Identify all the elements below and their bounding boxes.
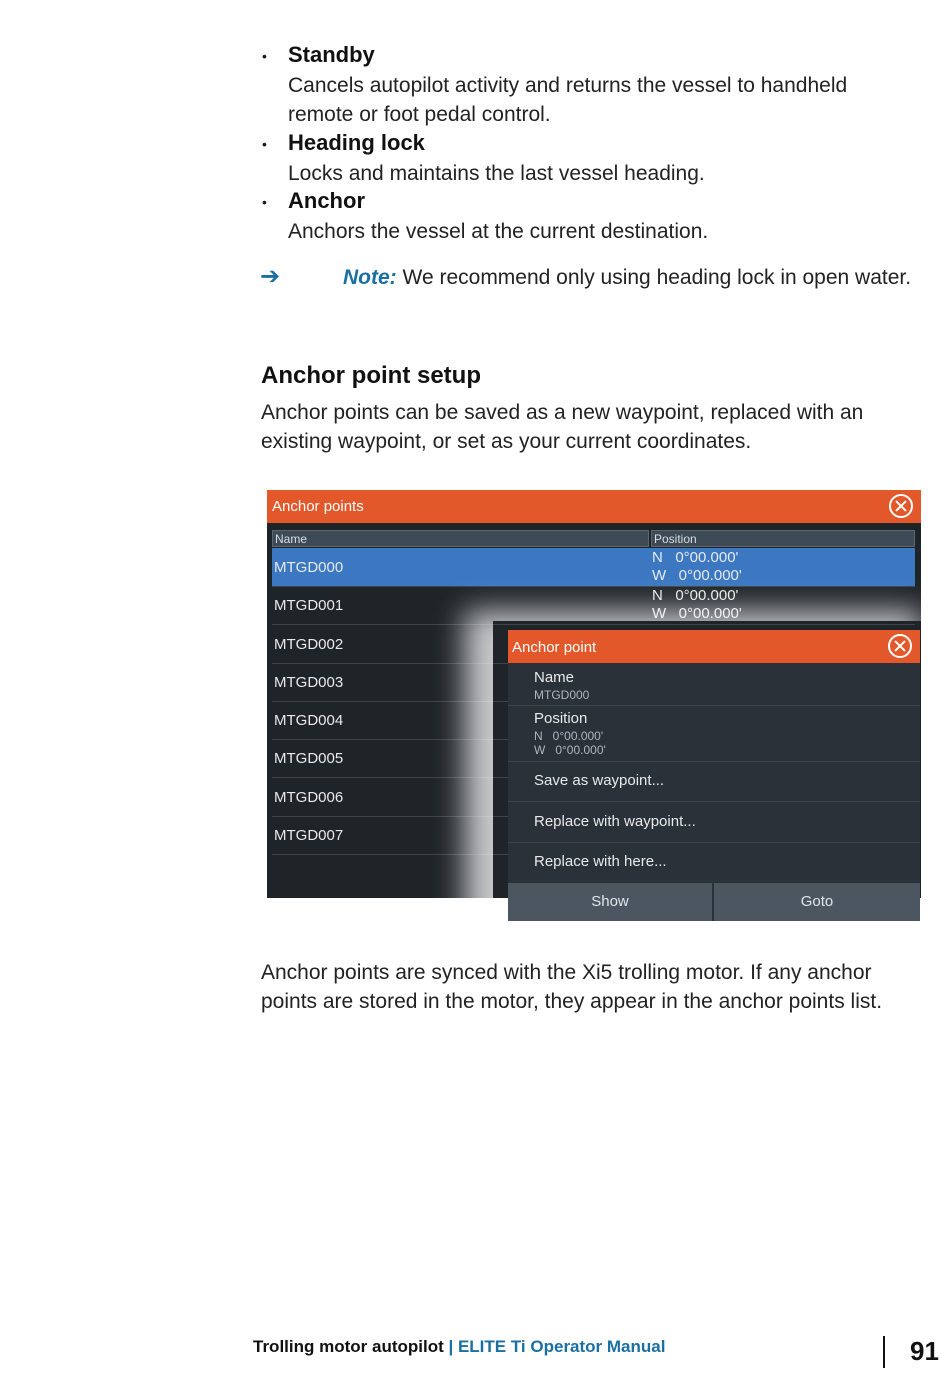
bullet-dot: • <box>262 48 267 64</box>
arrow-right-icon: ➔ <box>260 263 281 290</box>
close-icon[interactable] <box>889 494 913 518</box>
list-item-name: MTGD006 <box>274 789 344 806</box>
section-heading: Anchor point setup <box>261 362 481 389</box>
list-item-name: MTGD001 <box>274 597 344 614</box>
bullet-desc-standby: Cancels autopilot activity and returns the vessel to handheld remote or foot pedal control. <box>288 74 848 126</box>
bullet-desc-anchor: Anchors the vessel at the current destination. <box>288 220 709 243</box>
position-lon: W 0°00.000' <box>652 605 742 622</box>
close-icon[interactable] <box>888 634 912 658</box>
position-lon: W 0°00.000' <box>534 743 606 757</box>
note <box>343 263 923 292</box>
goto-button[interactable]: Goto <box>714 883 920 921</box>
footer-text <box>253 1337 665 1357</box>
anchor-points-titlebar <box>267 490 921 523</box>
list-item-name: MTGD005 <box>274 750 344 767</box>
bullet-dot: • <box>262 136 267 152</box>
show-button[interactable]: Show <box>508 883 712 921</box>
anchor-point-title: Anchor point <box>512 639 597 656</box>
position-lon: W 0°00.000' <box>652 567 742 584</box>
column-header-name[interactable]: Name <box>272 530 649 547</box>
list-item-name: MTGD007 <box>274 827 344 844</box>
note-text: We recommend only using heading lock in open water. <box>396 266 912 289</box>
list-item[interactable] <box>272 548 915 587</box>
bullet-desc-heading-lock: Locks and maintains the last vessel heading. <box>288 162 705 185</box>
name-field[interactable] <box>508 663 920 706</box>
list-item-position <box>652 587 742 623</box>
save-as-waypoint-button[interactable] <box>508 761 920 802</box>
anchor-point-titlebar <box>508 630 920 663</box>
list-item-position <box>652 549 742 585</box>
replace-with-here-button[interactable] <box>508 843 920 883</box>
anchor-points-title: Anchor points <box>272 498 364 515</box>
list-item-name: MTGD004 <box>274 712 344 729</box>
replace-with-here-label: Replace with here... <box>534 853 667 870</box>
anchor-point-dialog <box>508 630 920 921</box>
section-intro: Anchor points can be saved as a new waypoint, replaced with an existing waypoint, or set as your current coordinates. <box>261 401 864 453</box>
section-outro: Anchor points are synced with the Xi5 trolling motor. If any anchor points are stored in the motor, they appear in the anchor points list. <box>261 961 883 1013</box>
bullet-title-anchor: Anchor <box>288 188 365 213</box>
position-lat: N 0°00.000' <box>652 587 739 604</box>
list-item-name: MTGD003 <box>274 674 344 691</box>
position-lat: N 0°00.000' <box>534 729 604 743</box>
note-label: Note: <box>343 266 397 289</box>
list-item-name: MTGD002 <box>274 636 344 653</box>
replace-with-waypoint-button[interactable] <box>508 802 920 843</box>
list-item-name: MTGD000 <box>274 559 344 576</box>
save-as-waypoint-label: Save as waypoint... <box>534 772 665 789</box>
bullet-title-standby: Standby <box>288 42 375 67</box>
position-field[interactable] <box>508 705 920 762</box>
bullet-title-heading-lock: Heading lock <box>288 130 425 155</box>
column-header-position[interactable]: Position <box>651 530 915 547</box>
footer-manual: | ELITE Ti Operator Manual <box>448 1337 666 1356</box>
bullet-dot: • <box>262 194 267 210</box>
footer-chapter: Trolling motor autopilot <box>253 1337 449 1356</box>
list-item[interactable] <box>272 586 915 625</box>
replace-with-waypoint-label: Replace with waypoint... <box>534 813 696 830</box>
name-label: Name <box>534 669 575 686</box>
page-number: 91 <box>910 1336 939 1366</box>
footer-divider <box>883 1336 885 1368</box>
position-label: Position <box>534 710 588 727</box>
position-lat: N 0°00.000' <box>652 549 739 566</box>
name-value: MTGD000 <box>534 688 590 702</box>
